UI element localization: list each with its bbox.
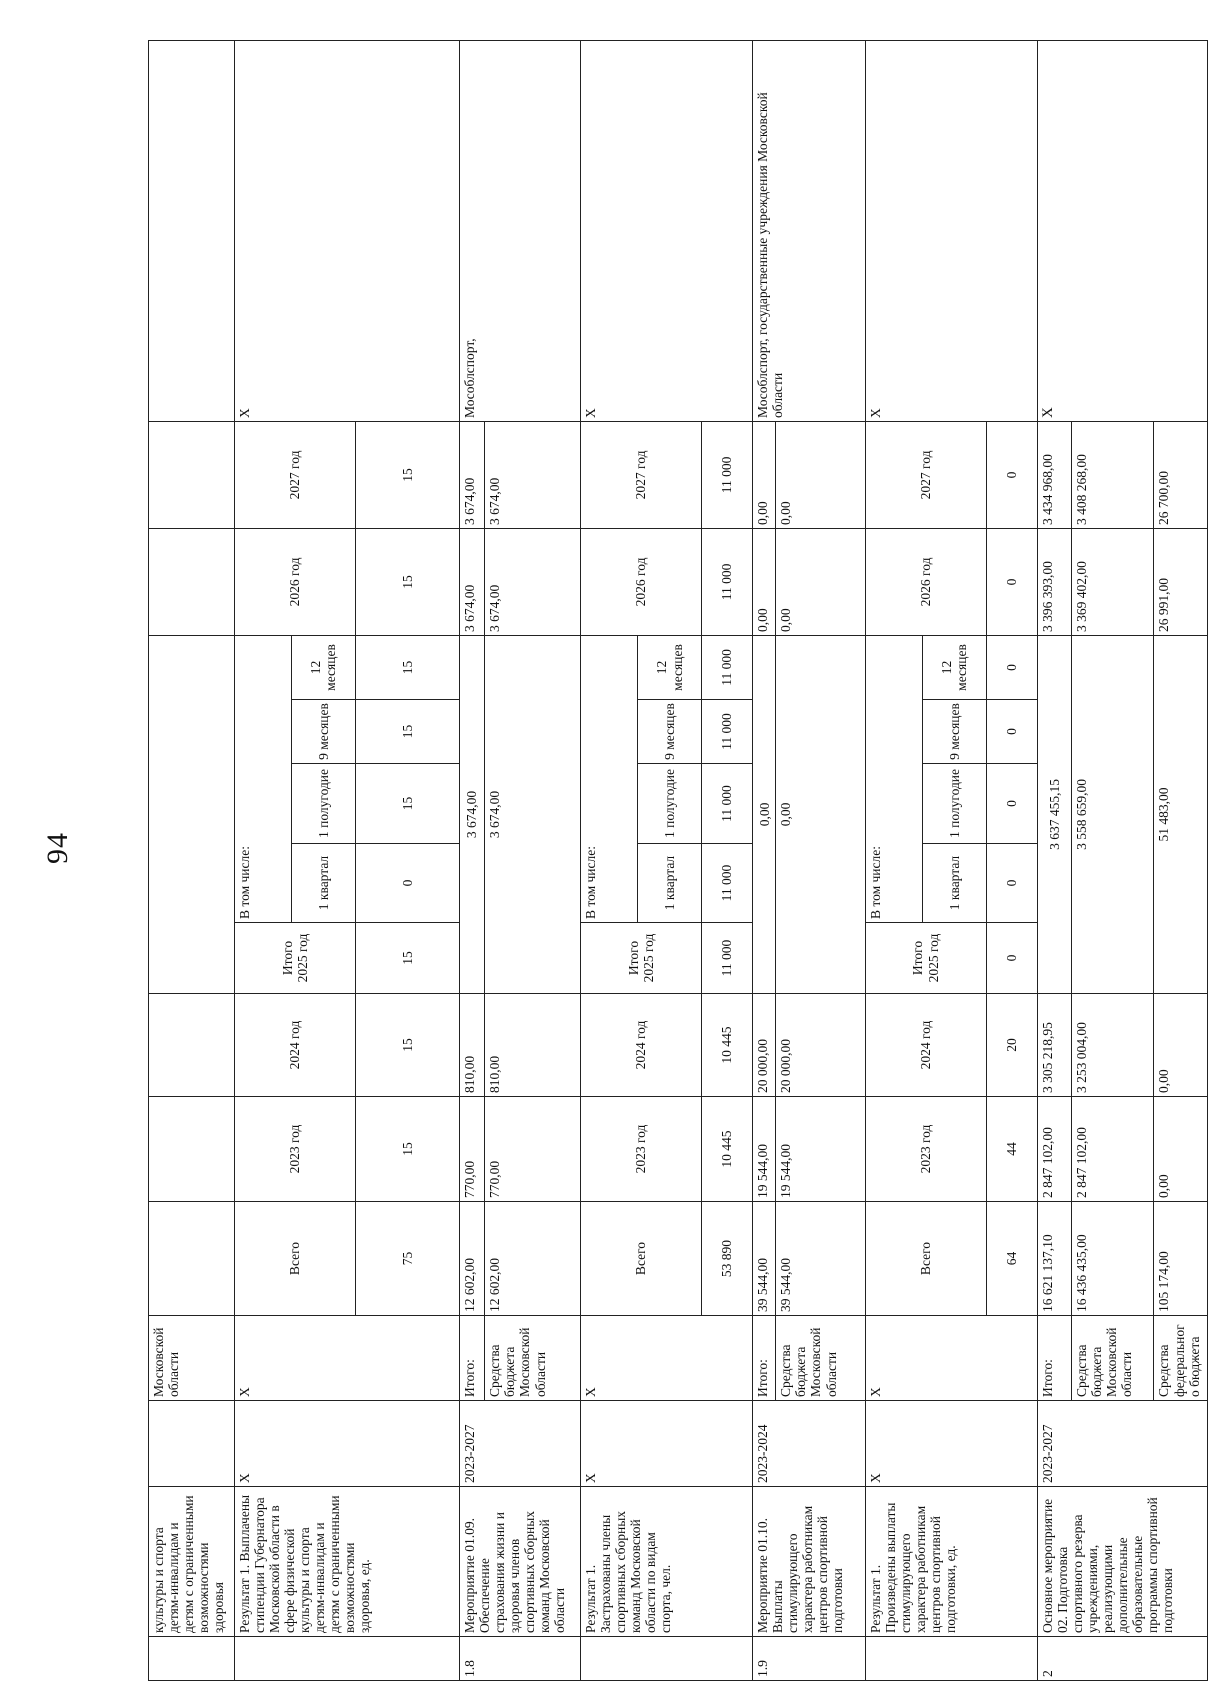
program-activities-table: культуры и спорта детям-инвалидам и детям с ограниченными возможностями здоровья Московской области Результат 1. Выплачены стипендии Губернатора Московской области в сфере физической культуры и спорта детям-инвалидам и детям с ограниченными возможностями здоровья, ед. X X Всего 2023 год 2024 год Итого 2025 год В том числе: 2026 год 2027 год X 1 квартал 1 полугодие 9 месяцев 12 месяцев 75 15 15 15 0 15 15 15 15 15 1.8 Мероприятие 01.09. Обеспечение страхования жизни и здоровья членов спортивных сборных команд Московской области 2023-2027 Итого: 12 602,00 770,00 810,00 3 674,00 3 674,00 3 674,00 Мособлспорт, Средства бюджета Московской области 12 602,00 770,00 810,00 3 674,00 3 674,00 3 674,00 Результат 1. Застрахованы члены спортивных сборных команд Московской области по видам спорта, чел. X X Всего 2023 год 2024 год Итого 2025 год В том числе: 2026 год 2027 год X 1 квартал 1 полугодие 9 месяцев 12 месяцев 53 890 10 445 10 445 11 000 11 000 11 000 11 000 11 000 11 000 11 000 1.9 Мероприятие 01.10. Выплаты стимулирующего характера работникам центров спортивной подготовки 2023-2024 Итого: 39 544,00 19 544,00 20 000,00 0,00 0,00 0,00 Мособлспорт, государственные учреждения Московской области Средства бюджета Московской области 39 544,00 19 544,00 20 000,00 0,00 0,00 0,00 Результат 1. Произведены выплаты стимулирующего характера работникам центров спортивной подготовки, ед. X X Всего 2023 год 2024 год Итого 2025 год В том числе: 2026 год 2027 год X 1 квартал 1 полугодие 9 месяцев 12 месяцев 64 44 20 0 0 0 0 0 0 0 2 Основное мероприятие 02. Подготовка спортивного резерва учреждениями, реализующими дополнительные образовательные программы спортивной подготовки 2023-2027 Итого: 16 621 137,10 2 847 102,00 3 305 218,95 3 637 455,15 3 396 393,00 3 434 968,00 X Средства бюджета Московской области 16 436 435,00 2 847 102,00 3 253 004,00 3 558 659,00 3 369 402,00 3 408 268,00 Средства федерального бюджета 105 174,00 0,00 0,00 51 483,00 26 991,00 26 700,00 — [148, 40, 1208, 1681]
source-federal: Средства федерального бюджета — [1154, 1316, 1208, 1401]
source-total: Итого: — [752, 1316, 775, 1401]
result-header-row — [234, 40, 291, 1680]
source-total: Итого: — [1037, 1316, 1071, 1401]
activity-name: Мероприятие 01.09. Обеспечение страхования жизни и здоровья членов спортивных сборных команд Московской области — [459, 1487, 580, 1637]
activity-name: Мероприятие 01.10. Выплаты стимулирующего характера работникам центров спортивной подготовки — [752, 1487, 865, 1637]
row-number: 2 — [1037, 1637, 1207, 1681]
header-q1: 1 квартал — [291, 844, 355, 923]
source-total: Итого: — [459, 1316, 484, 1401]
source-cell: X — [865, 1316, 1037, 1401]
activity-row: 1.9 Мероприятие 01.10. Выплаты стимулирующего характера работникам центров спортивной подготовки 2023-2024 Итого: 39 544,00 19 544,00 20 000,00 0,00 0,00 0,00 Мособлспорт, государственные учреждения Московской области — [752, 40, 775, 1680]
page-number: 94 — [41, 832, 74, 864]
period-cell: 2023-2024 — [752, 1401, 865, 1487]
activity-row: 1.8 Мероприятие 01.09. Обеспечение страхования жизни и здоровья членов спортивных сборных команд Московской области 2023-2027 Итого: 12 602,00 770,00 810,00 3 674,00 3 674,00 3 674,00 Мособлспорт, — [459, 40, 484, 1680]
table-row-continuation — [149, 40, 235, 1680]
source-regional: Средства бюджета Московской области — [1071, 1316, 1154, 1401]
header-2027: 2027 год — [234, 421, 355, 528]
header-9m: 9 месяцев — [291, 700, 355, 764]
row-number: 1.9 — [752, 1637, 865, 1681]
period-cell: X — [865, 1401, 1037, 1487]
result-name: Результат 1. Выплачены стипендии Губернатора Московской области в сфере физической культуры и спорта детям-инвалидам и детям с ограниченными возможностями здоровья, ед. — [234, 1487, 459, 1637]
responsible-cell: X — [234, 40, 459, 421]
responsible-cell: X — [1037, 40, 1207, 421]
result-header-row: Результат 1. Застрахованы члены спортивных сборных команд Московской области по видам спорта, чел. X X Всего 2023 год 2024 год Итого 2025 год В том числе: 2026 год 2027 год X — [580, 40, 637, 1680]
responsible-cell: X — [580, 40, 752, 421]
header-2023: 2023 год — [234, 1097, 355, 1202]
period-cell: X — [580, 1401, 752, 1487]
header-including: В том числе: — [234, 635, 291, 922]
header-2025-total: Итого 2025 год — [234, 923, 355, 994]
header-12m: 12 месяцев — [291, 635, 355, 699]
result-values-row: 75 15 15 15 0 15 15 15 15 15 — [355, 40, 459, 1680]
responsible-cell — [149, 40, 235, 421]
result-header-row: Результат 1. Произведены выплаты стимулирующего характера работникам центров спортивной подготовки, ед. X X Всего 2023 год 2024 год Итого 2025 год В том числе: 2026 год 2027 год X — [865, 40, 922, 1680]
header-2024: 2024 год — [234, 994, 355, 1097]
source-regional: Средства бюджета Московской области — [776, 1316, 865, 1401]
period-cell: X — [234, 1401, 459, 1487]
result-name: Результат 1. Произведены выплаты стимулирующего характера работникам центров спортивной подготовки, ед. — [865, 1487, 1037, 1637]
num-cell — [149, 1637, 235, 1681]
row-number: 1.8 — [459, 1637, 580, 1681]
period-cell — [149, 1401, 235, 1487]
result-values-row: 64 44 20 0 0 0 0 0 0 0 — [986, 40, 1037, 1680]
header-total: Всего — [234, 1202, 355, 1316]
activity-row: 2 Основное мероприятие 02. Подготовка спортивного резерва учреждениями, реализующими дополнительные образовательные программы спортивной подготовки 2023-2027 Итого: 16 621 137,10 2 847 102,00 3 305 218,95 3 637 455,15 3 396 393,00 3 434 968,00 X — [1037, 40, 1071, 1680]
responsible-cell: X — [865, 40, 1037, 421]
source-regional: Средства бюджета Московской области — [485, 1316, 581, 1401]
name-cell: культуры и спорта детям-инвалидам и детям с ограниченными возможностями здоровья — [149, 1487, 235, 1637]
header-h1: 1 полугодие — [291, 764, 355, 844]
source-cell: X — [234, 1316, 459, 1401]
responsible-cell: Мособлспорт, государственные учреждения Московской области — [752, 40, 865, 421]
period-cell: 2023-2027 — [459, 1401, 580, 1487]
period-cell: 2023-2027 — [1037, 1401, 1207, 1487]
responsible-cell: Мособлспорт, — [459, 40, 580, 421]
rotated-page-content — [148, 41, 1208, 1681]
activity-name: Основное мероприятие 02. Подготовка спортивного резерва учреждениями, реализующими дополнительные образовательные программы спортивной подготовки — [1037, 1487, 1207, 1637]
source-cell: X — [580, 1316, 752, 1401]
header-2026: 2026 год — [234, 528, 355, 635]
result-values-row: 53 890 10 445 10 445 11 000 11 000 11 000 11 000 11 000 11 000 11 000 — [701, 40, 752, 1680]
source-cell: Московской области — [149, 1316, 235, 1401]
result-name: Результат 1. Застрахованы члены спортивных сборных команд Московской области по видам спорта, чел. — [580, 1487, 752, 1637]
